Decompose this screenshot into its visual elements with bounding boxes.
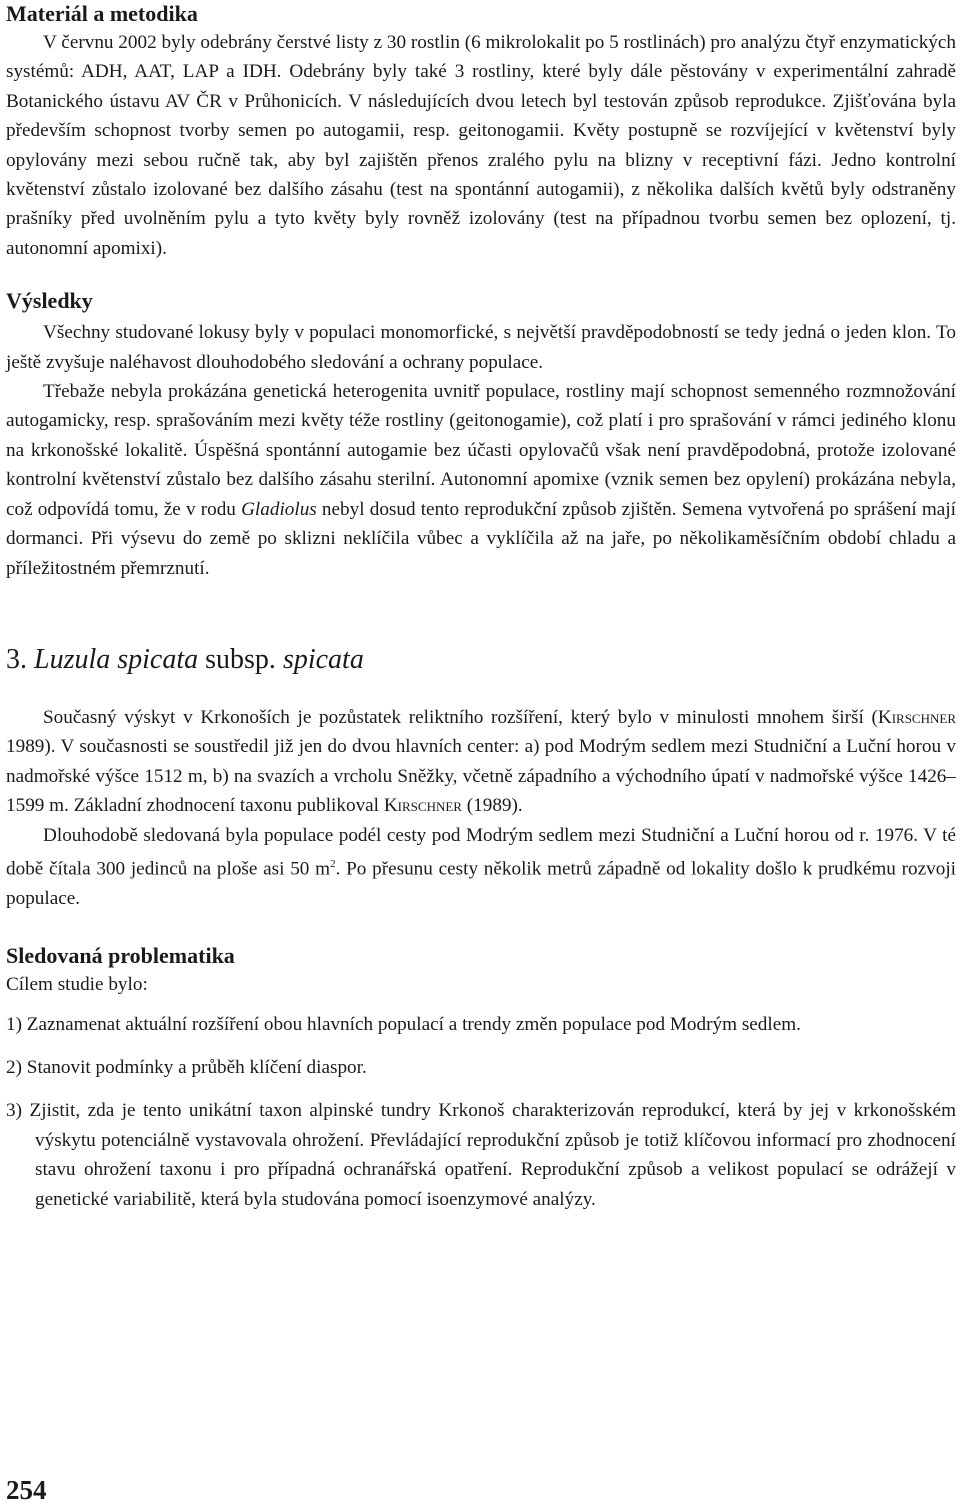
goal-item-2: 2) Stanovit podmínky a průběh klíčení diaspor. <box>6 1056 367 1078</box>
results-p2-text-b: nebyl dosud tento reprodukční způsob zjištěn. Semena vytvořená po sprášení mají dormanci. Při výsevu do země po sklizni neklíčila vůbec a vyklíčila až na jaře, po několikaměsíčním období chladu a příležitostném přemrznutí. <box>6 498 956 579</box>
document-page <box>6 0 956 1214</box>
genus-name: Gladiolus <box>241 498 317 520</box>
species-paragraph-1 <box>6 703 956 821</box>
superscript: 2 <box>330 857 336 870</box>
species-p1-text-a: Současný výskyt v Krkonoších je pozůstatek reliktního rozšíření, který bylo v minulosti mnohem širší ( <box>43 706 878 728</box>
section-number: 3. <box>6 643 27 675</box>
section-heading-material: Materiál a metodika <box>6 1 198 26</box>
species-p2-text-a: Dlouhodobě sledovaná byla populace podél cesty pod Modrým sedlem mezi Studniční a Luční horou od r. 1976. V té době čítala 300 jedinců na ploše asi 50 m <box>6 824 956 880</box>
author-citation: Kirschner <box>383 795 462 817</box>
section-heading-results: Výsledky <box>6 288 93 314</box>
subspecies-name: spicata <box>282 643 364 675</box>
species-section-title <box>6 643 956 677</box>
species-name: Luzula spicata <box>34 643 199 675</box>
author-citation: Kirschner <box>877 706 956 728</box>
subspecies-label: subsp. <box>205 643 276 675</box>
material-paragraph: V červnu 2002 byly odebrány čerstvé listy z 30 rostlin (6 mikrolokalit po 5 rostlinách) pro analýzu čtyř enzymatických systémů: ADH, AAT, LAP a IDH. Odebrány byly také 3 rostliny, které byly dále pěstovány v experimentální zahradě Botanického ústavu AV ČR v Průhonicích. V následujících dvou letech byl testován způsob reprodukce. Zjišťována byla především schopnost tvorby semen po autogamii, resp. geitonogamii. Květy postupně se rozvíjející v květenství byly opylovány mezi sebou ručně tak, aby byl zajištěn přenos zralého pylu na blizny v receptivní fázi. Jedno kontrolní květenství zůstalo izolované bez dalšího zásahu (test na spontánní autogamii), z několika dalších květů byly odstraněny prašníky před uvolněním pylu a tyto květy byly rovněž izolovány (test na případnou tvorbu semen bez oplození, tj. autonomní apomixi). <box>6 32 956 259</box>
results-p2-text-a: Třebaže nebyla prokázána genetická heterogenita uvnitř populace, rostliny mají schopnost semenného rozmnožování autogamicky, resp. sprašováním mezi květy téže rostliny (geitonogamie), což platí i pro sprašování v rámci jediného klonu na krkonošské lokalitě. Úspěšná spontánní autogamie bez účasti opylovačů však není pravděpodobná, protože izolované kontrolní květenství zůstalo bez dalšího zásahu sterilní. Autonomní apomixe (vznik semen bez opylení) prokázána nebyla, což odpovídá tomu, že v rodu <box>6 381 956 520</box>
results-paragraph-1: Všechny studované lokusy byly v populaci monomorfické, s největší pravděpodobností se tedy jedná o jeden klon. To ještě zvyšuje naléhavost dlouhodobého sledování a ochrany populace. <box>6 322 956 373</box>
goal-item-3: 3) Zjistit, zda je tento unikátní taxon alpinské tundry Krkonoš charakterizován reprodukcí, která by jej v krkonošském výskytu potenciálně vystavovala ohrožení. Převládající reprodukční způsob je totiž klíčovou informací pro zhodnocení stavu ohrožení taxonu i pro případná ochranářská opatření. Reprodukční způsob a velikost populací se odrážejí v genetické variabilitě, která byla studována pomocí isoenzymové analýzy. <box>6 1100 956 1210</box>
results-paragraph-2 <box>6 377 956 583</box>
section-heading-problems: Sledovaná problematika <box>6 943 235 969</box>
goal-item-1: 1) Zaznamenat aktuální rozšíření obou hlavních populací a trendy změn populace pod Modrým sedlem. <box>6 1013 801 1035</box>
species-p1-text-b: 1989). V současnosti se soustředil již jen do dvou hlavních center: a) pod Modrým sedlem mezi Studniční a Luční horou v nadmořské výšce 1512 m, b) na svazích a vrcholu Sněžky, včetně západního a východního úpatí v nadmořské výšce 1426–1599 m. Základní zhodnocení taxonu publikoval <box>6 736 956 817</box>
species-p1-text-c: (1989). <box>461 795 523 817</box>
species-paragraph-2 <box>6 821 956 914</box>
species-p2-text-b: . Po přesunu cesty několik metrů západně od lokality došlo k prudkému rozvoji populace. <box>6 858 956 909</box>
problems-intro: Cílem studie bylo: <box>6 974 148 996</box>
page-number: 254 <box>6 1475 47 1505</box>
